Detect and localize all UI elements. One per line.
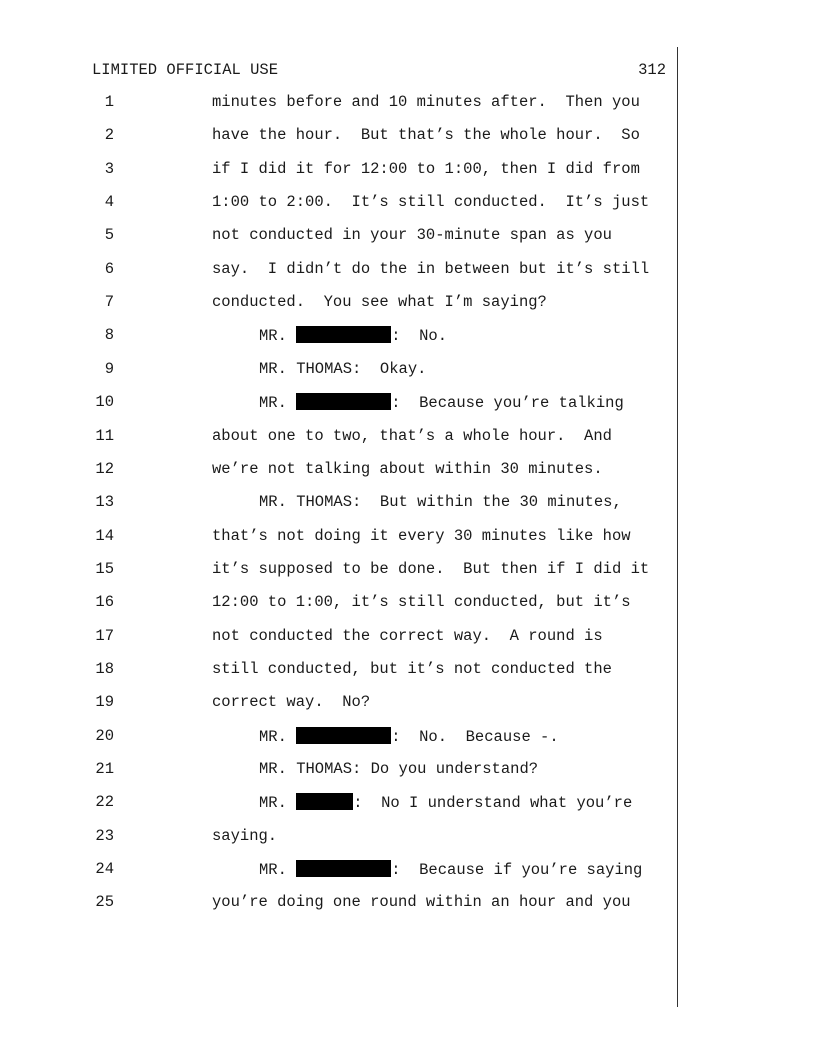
line-text: MR. THOMAS: Okay. xyxy=(259,359,427,378)
transcript-line xyxy=(0,293,816,315)
line-text: say. I didn’t do the in between but it’s still xyxy=(212,259,650,278)
speaker-prefix: MR. xyxy=(259,794,297,813)
line-number: 22 xyxy=(95,793,114,812)
speech-text: : No. Because -. xyxy=(391,727,559,746)
line-text: 12:00 to 1:00, it’s still conducted, but it’s xyxy=(212,593,631,612)
transcript-line xyxy=(0,760,816,782)
transcript-line xyxy=(0,560,816,582)
transcript-line xyxy=(0,160,816,182)
line-text: saying. xyxy=(212,826,278,845)
line-text: MR. THOMAS: Do you understand? xyxy=(259,760,539,778)
line-number: 20 xyxy=(95,726,114,745)
line-number: 2 xyxy=(104,126,114,145)
transcript-line xyxy=(0,827,816,849)
transcript-line xyxy=(0,260,816,282)
line-text: not conducted the correct way. A round is xyxy=(212,626,603,645)
line-text xyxy=(259,727,559,746)
transcript-line xyxy=(0,627,816,649)
transcript-line xyxy=(0,427,816,449)
transcript-line xyxy=(0,193,816,215)
transcript-line xyxy=(0,93,816,115)
transcript-line xyxy=(0,393,816,415)
speech-text: : Because if you’re saying xyxy=(391,861,643,880)
line-number: 19 xyxy=(95,693,114,712)
line-text: if I did it for 12:00 to 1:00, then I did from xyxy=(212,159,640,178)
transcript-line xyxy=(0,860,816,882)
transcript-line xyxy=(0,527,816,549)
line-number: 18 xyxy=(95,659,114,678)
speech-text: : No. xyxy=(391,327,448,346)
speaker-prefix: MR. xyxy=(259,394,297,413)
transcript-line xyxy=(0,593,816,615)
line-text xyxy=(259,860,642,879)
line-text xyxy=(259,326,447,345)
line-text: you’re doing one round within an hour and you xyxy=(212,893,631,912)
transcript-line xyxy=(0,360,816,382)
line-text: that’s not doing it every 30 minutes like how xyxy=(212,526,631,545)
line-number: 3 xyxy=(104,159,114,178)
line-number: 1 xyxy=(104,93,114,111)
line-text: 1:00 to 2:00. It’s still conducted. It’s just xyxy=(212,193,650,212)
transcript-line xyxy=(0,126,816,148)
speaker-prefix: MR. xyxy=(259,861,297,880)
line-number: 4 xyxy=(104,193,114,212)
speech-text: : No I understand what you’re xyxy=(353,794,633,813)
line-number: 7 xyxy=(104,293,114,312)
redaction-box xyxy=(296,393,391,410)
transcript-line xyxy=(0,693,816,715)
transcript-line xyxy=(0,660,816,682)
redaction-box xyxy=(296,326,391,343)
line-number: 17 xyxy=(95,626,114,645)
line-text: about one to two, that’s a whole hour. And xyxy=(212,426,612,445)
line-text: we’re not talking about within 30 minutes. xyxy=(212,459,603,478)
line-text: MR. THOMAS: But within the 30 minutes, xyxy=(259,493,622,512)
line-number: 11 xyxy=(95,426,114,445)
page-header xyxy=(92,61,666,81)
speaker-prefix: MR. xyxy=(259,727,297,746)
line-number: 21 xyxy=(95,760,114,778)
line-text: conducted. You see what I’m saying? xyxy=(212,293,547,312)
transcript-line xyxy=(0,727,816,749)
line-number: 13 xyxy=(95,493,114,512)
line-text: not conducted in your 30-minute span as you xyxy=(212,226,612,245)
line-number: 12 xyxy=(95,459,114,478)
line-number: 23 xyxy=(95,826,114,845)
speaker-prefix: MR. xyxy=(259,327,297,346)
line-number: 6 xyxy=(104,259,114,278)
transcript-line xyxy=(0,460,816,482)
transcript-line xyxy=(0,893,816,915)
line-text: have the hour. But that’s the whole hour. So xyxy=(212,126,640,145)
speech-text: : Because you’re talking xyxy=(391,394,624,413)
line-text xyxy=(259,793,632,812)
line-number: 24 xyxy=(95,860,114,879)
line-number: 8 xyxy=(104,326,114,345)
transcript-line xyxy=(0,793,816,815)
line-text: minutes before and 10 minutes after. Then you xyxy=(212,93,640,111)
redaction-box xyxy=(296,860,391,877)
transcript-line xyxy=(0,493,816,515)
redaction-box xyxy=(296,727,391,744)
classification-label: LIMITED OFFICIAL USE xyxy=(92,61,279,79)
line-number: 25 xyxy=(95,893,114,912)
line-number: 9 xyxy=(104,359,114,378)
line-number: 14 xyxy=(95,526,114,545)
transcript-line xyxy=(0,226,816,248)
line-number: 5 xyxy=(104,226,114,245)
line-number: 10 xyxy=(95,393,114,412)
line-text: still conducted, but it’s not conducted the xyxy=(212,659,612,678)
line-number: 15 xyxy=(95,559,114,578)
line-text: it’s supposed to be done. But then if I did it xyxy=(212,559,650,578)
line-number: 16 xyxy=(95,593,114,612)
redaction-box xyxy=(296,793,353,810)
line-text xyxy=(259,393,624,412)
line-text: correct way. No? xyxy=(212,693,371,712)
transcript-line xyxy=(0,326,816,348)
page-number: 312 xyxy=(638,61,666,79)
